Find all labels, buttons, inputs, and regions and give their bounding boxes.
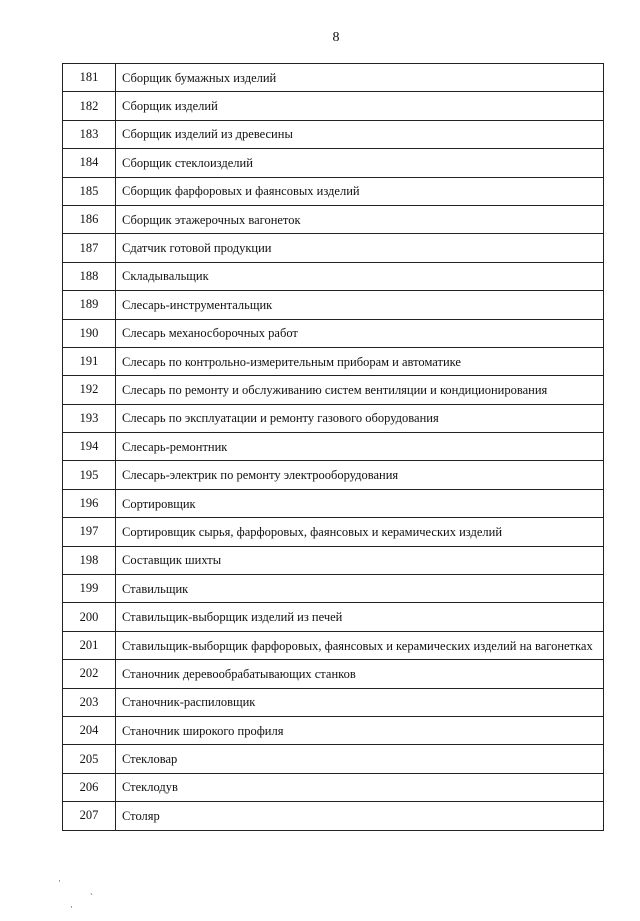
table-row	[63, 660, 604, 688]
table-row	[63, 404, 604, 432]
table-row	[63, 291, 604, 319]
row-number: 200	[63, 603, 116, 631]
row-number: 203	[63, 688, 116, 716]
table-row	[63, 631, 604, 659]
profession-name: Сборщик бумажных изделий	[116, 64, 604, 92]
row-number: 205	[63, 745, 116, 773]
row-number: 185	[63, 177, 116, 205]
scan-artifact: ·	[70, 902, 73, 912]
row-number: 189	[63, 291, 116, 319]
profession-name: Составщик шихты	[116, 546, 604, 574]
table-row	[63, 120, 604, 148]
profession-name: Слесарь по контрольно-измерительным приборам и автоматике	[116, 347, 604, 375]
profession-name: Сборщик стеклоизделий	[116, 149, 604, 177]
table-row	[63, 262, 604, 290]
table-row	[63, 205, 604, 233]
table-row	[63, 575, 604, 603]
row-number: 190	[63, 319, 116, 347]
row-number: 198	[63, 546, 116, 574]
row-number: 195	[63, 461, 116, 489]
row-number: 181	[63, 64, 116, 92]
table-row	[63, 64, 604, 92]
row-number: 207	[63, 802, 116, 830]
row-number: 191	[63, 347, 116, 375]
profession-name: Станочник-распиловщик	[116, 688, 604, 716]
profession-name: Сборщик этажерочных вагонеток	[116, 205, 604, 233]
table-row	[63, 802, 604, 830]
table-row	[63, 433, 604, 461]
table-row	[63, 319, 604, 347]
table-row	[63, 745, 604, 773]
row-number: 187	[63, 234, 116, 262]
row-number: 194	[63, 433, 116, 461]
profession-name: Сборщик изделий	[116, 92, 604, 120]
table-row	[63, 149, 604, 177]
profession-name: Слесарь-инструментальщик	[116, 291, 604, 319]
profession-name: Слесарь по эксплуатации и ремонту газового оборудования	[116, 404, 604, 432]
table-row	[63, 376, 604, 404]
row-number: 202	[63, 660, 116, 688]
table-row	[63, 177, 604, 205]
table-row	[63, 716, 604, 744]
profession-name: Сортировщик сырья, фарфоровых, фаянсовых и керамических изделий	[116, 518, 604, 546]
profession-table-body	[63, 64, 604, 831]
profession-table	[62, 63, 604, 831]
profession-name: Слесарь механосборочных работ	[116, 319, 604, 347]
table-row	[63, 234, 604, 262]
scan-artifact: `	[90, 892, 93, 902]
row-number: 204	[63, 716, 116, 744]
profession-name: Столяр	[116, 802, 604, 830]
table-row	[63, 347, 604, 375]
row-number: 188	[63, 262, 116, 290]
row-number: 183	[63, 120, 116, 148]
scan-artifact: ·	[58, 876, 61, 886]
profession-name: Стеклодув	[116, 773, 604, 801]
row-number: 199	[63, 575, 116, 603]
profession-name: Ставильщик-выборщик фарфоровых, фаянсовых и керамических изделий на вагонетках	[116, 631, 604, 659]
profession-name: Сдатчик готовой продукции	[116, 234, 604, 262]
table-row	[63, 688, 604, 716]
table-row	[63, 773, 604, 801]
row-number: 196	[63, 489, 116, 517]
row-number: 192	[63, 376, 116, 404]
profession-name: Слесарь по ремонту и обслуживанию систем вентиляции и кондиционирования	[116, 376, 604, 404]
profession-name: Слесарь-ремонтник	[116, 433, 604, 461]
table-row	[63, 546, 604, 574]
profession-name: Сборщик изделий из древесины	[116, 120, 604, 148]
row-number: 184	[63, 149, 116, 177]
profession-name: Слесарь-электрик по ремонту электрооборудования	[116, 461, 604, 489]
profession-name: Станочник широкого профиля	[116, 716, 604, 744]
row-number: 182	[63, 92, 116, 120]
row-number: 193	[63, 404, 116, 432]
row-number: 201	[63, 631, 116, 659]
table-row	[63, 92, 604, 120]
row-number: 186	[63, 205, 116, 233]
page-number: 8	[332, 30, 340, 45]
profession-name: Сортировщик	[116, 489, 604, 517]
profession-name: Станочник деревообрабатывающих станков	[116, 660, 604, 688]
row-number: 206	[63, 773, 116, 801]
profession-name: Ставильщик-выборщик изделий из печей	[116, 603, 604, 631]
table-row	[63, 603, 604, 631]
row-number: 197	[63, 518, 116, 546]
profession-name: Складывальщик	[116, 262, 604, 290]
profession-name: Стекловар	[116, 745, 604, 773]
profession-name: Сборщик фарфоровых и фаянсовых изделий	[116, 177, 604, 205]
table-row	[63, 489, 604, 517]
table-row	[63, 518, 604, 546]
profession-name: Ставильщик	[116, 575, 604, 603]
table-row	[63, 461, 604, 489]
